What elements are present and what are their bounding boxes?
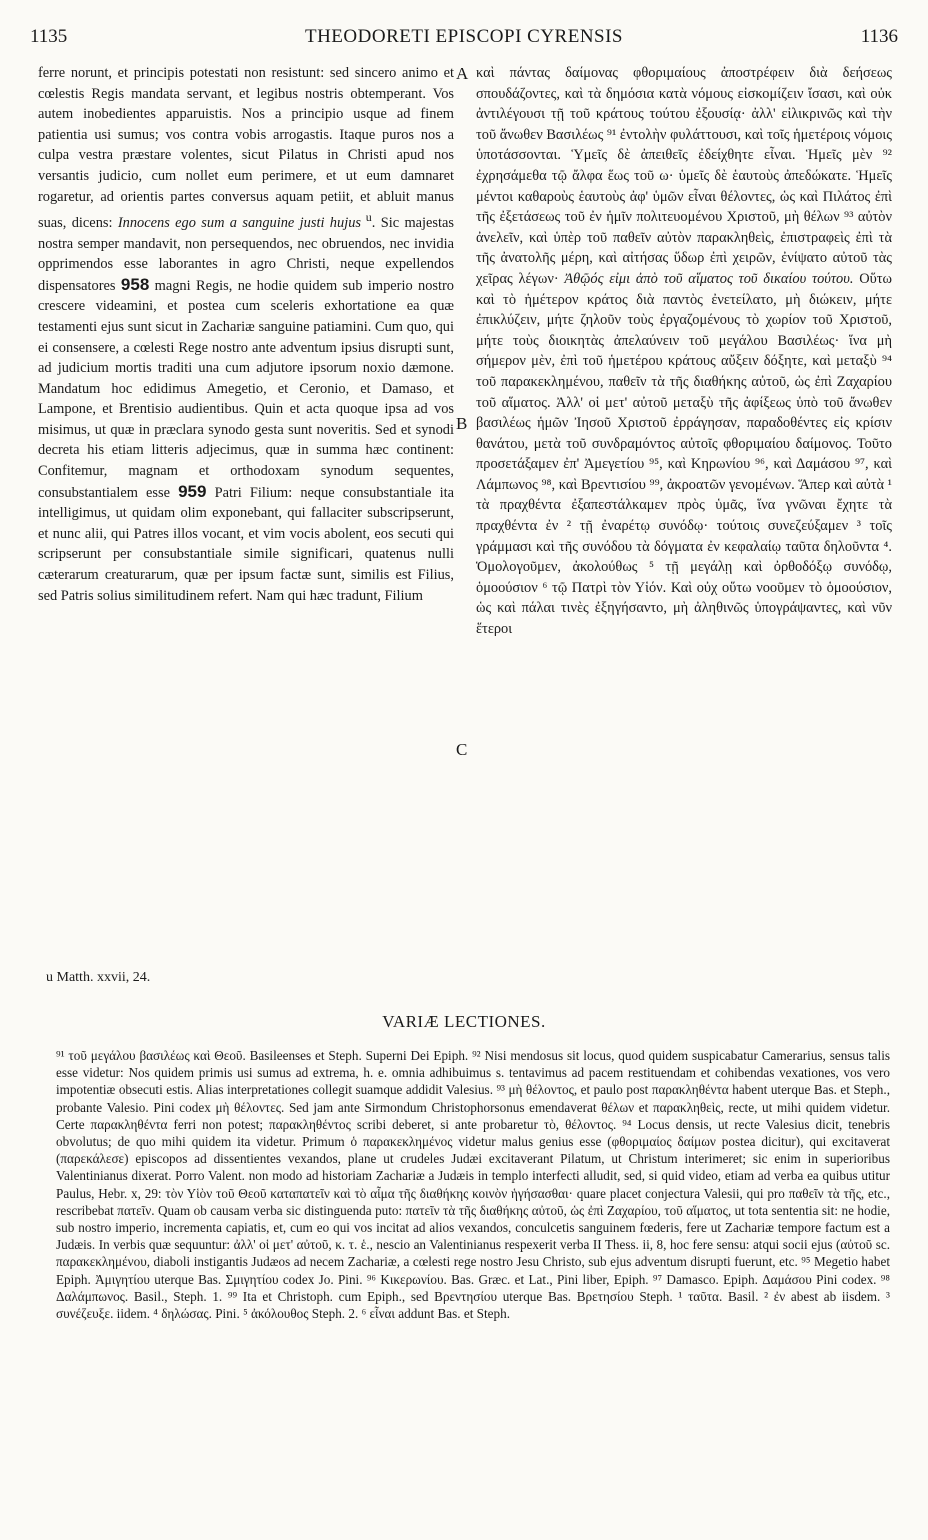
variae-lectiones-text: ⁹¹ τοῦ μεγάλου βασιλέως καὶ Θεοῦ. Basileenses et Steph. Superni Dei Epiph. ⁹² Nisi mendosus sit locus, quod quidem suspicabatur Camerarius, sensus talis esse videtur: Nos quidem primis usi sumus ad extrema, h. e. omnia adhibuimus s. tentavimus ad pacem restituendam et cohibendas vexationes, vos vero impotentiæ obsecuti estis. Alias interpretationes collegit suamque addidit Valesius. ⁹³ μὴ θέλοντος, et paulo post παρακληθέντα habent uterque Bas. et Steph., probante Valesio. Pini codex μὴ θέλοντες. Sed jam ante Sirmondum Christophorsonus emendaverat θέλων et παρακληθεὶς, recte, ut mihi quidem videtur. Certe παρακληθέντα ferri non potest; παρακληθέντος scribi deberet, si ante probaretur τὸ, θέλοντος. ⁹⁴ Locus densis, ut recte Valesius dicit, tenebris obvolutus; de quo mihi quidem ita videtur. Primum ὁ παρακεκλημένος videtur malus genius esse (φθοριμαίος δαίμων postea dicitur), qui excitaverat (παρεκάλεσε) episcopos ad dissentientes vexandos, plane ut crudeles Judæi excitaverant Pilatum, ut Christum interimeret; sic enim in superioribus Valentinianus dixerat. Porro Valent. non modo ad historiam Zachariæ a Judæis in templo interfecti alludit, sed, si quid video, etiam ad verba ea quibus utitur Paulus, Hebr. x, 29: τὸν Υἱὸν τοῦ Θεοῦ καταπατεῖν καὶ τὸ αἷμα τῆς διαθήκης κοινὸν ἡγήσασθαι· quare placet conjectura Valesii, qui pro παθεῖν τὰ τῆς, etc., rescribebat πατεῖν. Quam ob causam verba sic distinguenda puto: πατεῖν τὰ τῆς διαθήκης αὐτοῦ, ὡς ἐπὶ Ζαχαρίου, τοῦ αἵματος, ut tota sententia sit: ne hodie, sub nostro imperio, incrementa capiatis, et, cum eo qui vos incitat ad alios vexandos, conculcetis sanguinem fœderis, fere ut Zachariæ tempore factum est a Judæis. In verbis quæ sequuntur: ἀλλ' οἱ μετ' αὐτοῦ, κ. τ. ἑ., nescio an Valentinianus respexerit verba II Thess. ii, 8, hoc fere sensu: atqui socii ejus (αὐτοῦ sc. παρακεκλημένου, diaboli instigantis Judæos ad necem Zachariæ, a cœlesti rege nostro Jesu Christo, sub ejus adventum disrupti fuerunt, etc. ⁹⁵ Megetio habet Epiph. Ἀμιγητίου uterque Bas. Σμιγητίου codex Jo. Pini. ⁹⁶ Κικερωνίου. Bas. Græc. et Lat., Pini liber, Epiph. ⁹⁷ Damasco. Epiph. Δαμάσου Pini codex. ⁹⁸ Δαλάμπωνος. Basil., Steph. 1. ⁹⁹ Ita et Christoph. cum Epiph., sed Βρεντησίου uterque Bas. Βρετησίου Steph. ¹ ταῦτα. Basil. ² ἐν abest ab iisdem. ³ συνέζευξε. iidem. ⁴ δηλώσας. Pini. ⁵ ἀκόλουθος Steph. 2. ⁶ εἶναι addunt Bas. et Steph. (56, 1048, 890, 1322)
page-number-left: 1135 (30, 26, 68, 47)
greek-column (476, 63, 892, 640)
footnote: u Matth. xxvii, 24. (46, 970, 151, 985)
column-number-958: 958 (120, 274, 150, 294)
latin-part1: ferre norunt, et principis potestati non resistunt: sed sincero animo et cœlestis Regis mandata servant, et legibus nostris obtemperant. Vos autem inobedientes apparuistis. Nos a principio usque ad finem patientia usi sumus; vos contra vobis arrogastis. Itaque puros nos a culpa vestra præstare volentes, sicut Pilatus in Christi apud nos versantis judicio, cum nollet eum perimere, et ut eum damnaret rogaretur, ad orientis partes conversus aquam petiit, et abluit manus suas, dicens: (38, 65, 454, 231)
section-marker-b: B (456, 414, 468, 433)
latin-column (38, 63, 454, 606)
latin-scripture-quote: Innocens ego sum a sanguine justi hujus (117, 214, 361, 231)
latin-part2: . Sic majestas nostra semper mandavit, non persequendos, nec obruendos, nec invidia opprimendos esse laborantes in agro Christi, neque expellendos dispensatores (38, 214, 455, 294)
column-number-959: 959 (178, 481, 207, 501)
greek-scripture-quote: Ἀθῷός εἰμι ἀπὸ τοῦ αἵματος τοῦ δικαίου τούτου. (564, 270, 854, 287)
latin-part4: Patri Filium: neque consubstantiale ita intelligimus, ut quidam olim exponebant, qui fallaciter subscripserunt, et nunc alii, qui Patres illos vocant, et vim vocis abolent, eos secuti qui scripserunt per consubstantiale simile significari, quatenus nulli cæterarum creaturarum, quæ per ipsum factæ sunt, similis est Filius, sed Patris solius similitudinem refert. Nam qui hæc tradunt, Filium (38, 484, 454, 604)
running-title: THEODORETI EPISCOPI CYRENSIS (304, 26, 624, 47)
latin-footnote-ref: u (361, 210, 372, 225)
section-marker-a: A (456, 64, 469, 83)
latin-text (38, 63, 454, 606)
latin-part3: magni Regis, ne hodie quidem sub imperio nostro crescere videamini, et postea cum sceleris exhortatione ea quæ testamenti ejus sunt sicut in Zachariæ sanguine patiamini. Cum quo, qui ei consensere, a cœlesti Rege nostro ante adventum ipsius disrupti sunt, ad judicium mortis traditi una cum adjutore ipsorum noxio dæmone. Mandatum hoc edidimus Amegetio, et Ceronio, et Damaso, et Lampone, et Brentisio audientibus. Quin et acta quoque ipsa ad vos misimus, ut quæ in præclara synodo gesta sunt noveritis. Sed et synodi decreta his etiam litteris adjecimus, quæ in summa hæc continent: Confitemur, magnam et orthodoxam synodum sequentes, consubstantialem esse (38, 277, 454, 501)
page-number-right: 1136 (860, 26, 898, 47)
greek-text (476, 63, 892, 640)
greek-part1: καὶ πάντας δαίμονας φθοριμαίους ἀποστρέφειν διὰ δεήσεως σπουδάζοντες, καὶ τὰ δημόσια κατὰ νόμους εἰσκομίζειν ἴσασι, καὶ οὐκ ἀντιλέγουσι τῇ τοῦ κράτους τούτου ἐξουσίᾳ· ἀλλ' εἰλικρινῶς καὶ τὴν τοῦ ἄνωθεν Βασιλέως ⁹¹ ἐντολὴν φυλάττουσι, καὶ τοῖς ἡμετέροις νόμοις ὑποτάσσονται. Ὑμεῖς δὲ ἀπειθεῖς ἐδείχθητε εἶναι. Ἡμεῖς μὲν ⁹² ἐχρησάμεθα τῷ ἄλφα ἕως τοῦ ω· ὑμεῖς δὲ ἑαυτοὺς ἀπεδώκατε. Ἡμεῖς μέντοι καθαροὺς ἑαυτοὺς ἀφ' ὑμῶν εἶναι θέλοντες, ὡς καὶ Πιλάτος ἐπὶ τῆς ἐξετάσεως τοῦ ἐν ἡμῖν πολιτευομένου Χριστοῦ, μὴ θέλων ⁹³ αὐτὸν ἀνελεῖν, καὶ ὑπὲρ τοῦ παθεῖν αὐτὸν παρακληθεὶς, ἐπιστραφεὶς ἐπὶ τὰ τῆς ἀνατολῆς μέρη, καὶ αἰτήσας ὕδωρ ἐπὶ χειρῶν, ἐνίψατο αὐτοῦ τὰς χεῖρας λέγων· (476, 65, 892, 287)
variae-lectiones-title: VARIÆ LECTIONES. (382, 1012, 546, 1031)
greek-part2: Οὕτω καὶ τὸ ἡμέτερον κράτος διὰ παντὸς ἐνετείλατο, μὴ διώκειν, μήτε ἐπικλύζειν, μήτε ζηλοῦν τοὺς ἐργαζομένους τὸ χωρίον τοῦ Χριστοῦ, μήτε τοὺς διοικητὰς ἀπελαύνειν τοῦ μεγάλου Βασιλέως· ἵνα μὴ σήμερον μὲν, ἐπὶ τοῦ ἡμετέρου κράτους αὔξειν δόξητε, καὶ μεταξὺ ⁹⁴ τοῦ παρακεκλημένου, παθεῖν τὰ τῆς διαθήκης αὐτοῦ, ὡς ἐπὶ Ζαχαρίου τοῦ αἵματος. Ἀλλ' οἱ μετ' αὐτοῦ μεταξὺ τῆς ἀφίξεως ὑπὸ τοῦ ἄνωθεν βασιλέως ἡμῶν Ἰησοῦ Χριστοῦ ἐρράγησαν, παραδοθέντες εἰς κρίσιν θανάτου, μετὰ τοῦ συνδραμόντος αὐτοῖς φθοριμαίου δαίμονος. Τοῦτο προσετάξαμεν ἐπ' Ἀμεγετίου ⁹⁵, καὶ Κηρωνίου ⁹⁶, καὶ Δαμάσου ⁹⁷, καὶ Λάμπωνος ⁹⁸, καὶ Βρεντισίου ⁹⁹, ἀκροατῶν γενομένων. Ἅπερ καὶ αὐτὰ ¹ τὰ πραχθέντα ἐξαπεστάλκαμεν πρὸς ὑμᾶς, ἵνα γνῶναι ἔχητε τὰ πραχθέντα ἐν ² τῇ ἐναρέτῳ συνόδῳ· τούτοις συνεζεύξαμεν ³ τοῖς γράμμασι καὶ τῆς συνόδου τὰ δόγματα ἐν κεφαλαίῳ ταῦτα δηλοῦντα ⁴. Ὁμολογοῦμεν, ἀκολούθως ⁵ τῇ μεγάλῃ καὶ ὀρθοδόξῳ συνόδῳ, ὁμοούσιον ⁶ τῷ Πατρὶ τὸν Υἱόν. Καὶ οὐχ οὕτω νοοῦμεν τὸ ὁμοούσιον, ὡς καὶ πάλαι τινὲς ἐξηγήσαντο, μὴ ἀληθινῶς ὑπογράψαντες, καὶ νῦν ἕτεροι (476, 270, 892, 638)
section-marker-c: C (456, 740, 468, 759)
page-header (30, 26, 898, 56)
